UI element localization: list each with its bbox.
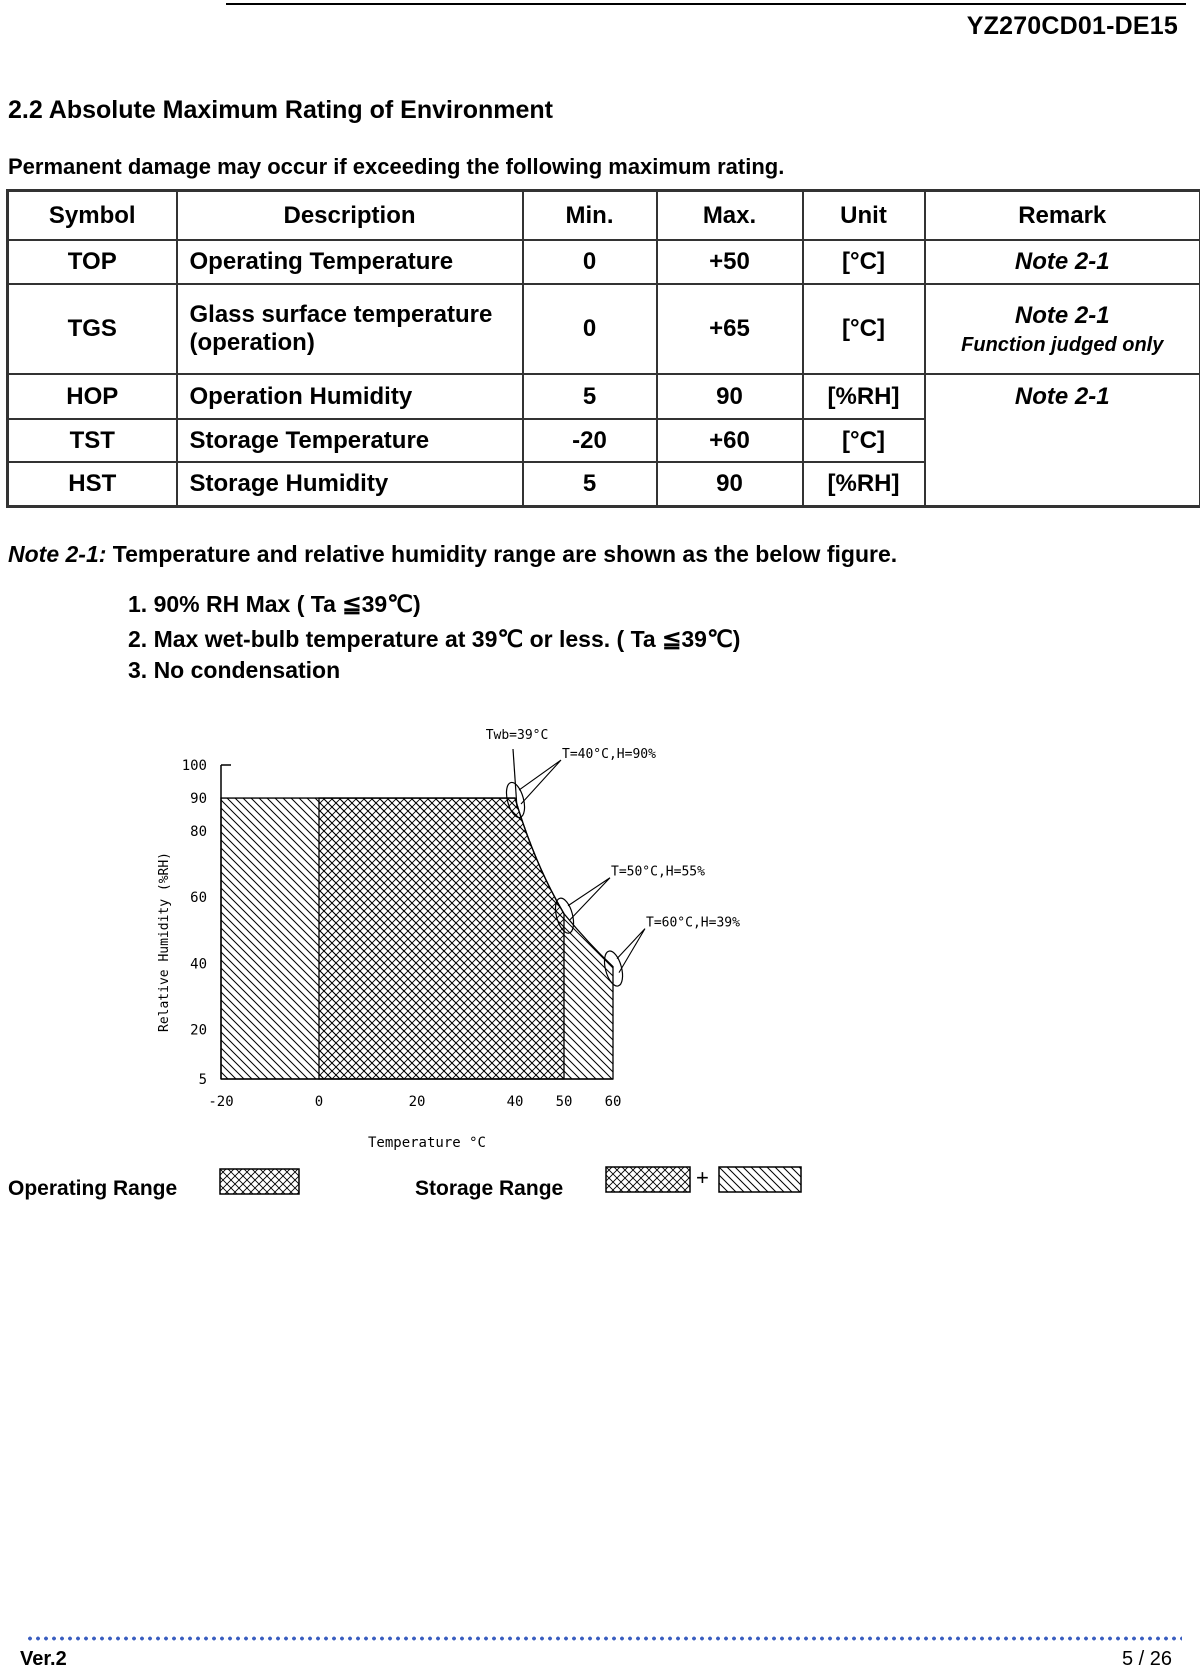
cell-max: +50 bbox=[657, 240, 803, 284]
humidity-temperature-chart bbox=[0, 715, 800, 1175]
cell-symbol: HST bbox=[8, 462, 177, 506]
cell-unit: [%RH] bbox=[803, 374, 925, 419]
remark-sub: Function judged only bbox=[961, 333, 1164, 356]
footer-version: Ver.2 bbox=[20, 1648, 67, 1670]
cell-unit: [%RH] bbox=[803, 462, 925, 506]
table-row bbox=[8, 240, 1200, 284]
cell-min: 5 bbox=[523, 374, 657, 419]
legend-operating-label: Operating Range bbox=[8, 1177, 178, 1200]
table-row bbox=[8, 374, 1200, 419]
y-axis-label: Relative Humidity (%RH) bbox=[157, 851, 172, 1033]
x-tick-label: 60 bbox=[604, 1094, 622, 1110]
col-max: Max. bbox=[657, 191, 803, 241]
cell-remark bbox=[925, 284, 1200, 374]
y-tick-label: 20 bbox=[190, 1022, 207, 1039]
cell-max: 90 bbox=[657, 374, 803, 419]
cell-min: 5 bbox=[523, 462, 657, 506]
annotation-label: T=50°C,H=55% bbox=[611, 864, 705, 880]
cell-symbol: HOP bbox=[8, 374, 177, 419]
header-rule bbox=[226, 3, 1186, 5]
cell-max: +60 bbox=[657, 419, 803, 462]
note-item: 1. 90% RH Max ( Ta ≦39℃) bbox=[128, 591, 421, 617]
cell-max: +65 bbox=[657, 284, 803, 374]
cell-symbol: TGS bbox=[8, 284, 177, 374]
cell-description: Glass surface temperature (operation) bbox=[177, 284, 523, 374]
legend-storage-label: Storage Range bbox=[415, 1177, 564, 1200]
footer-rule bbox=[26, 1636, 1182, 1641]
annotation-label: T=40°C,H=90% bbox=[562, 747, 656, 763]
operating-range-area bbox=[319, 798, 564, 1079]
table-row bbox=[8, 284, 1200, 374]
note-text: Temperature and relative humidity range are shown as the below figure. bbox=[106, 541, 898, 567]
annotation-leader bbox=[568, 878, 610, 920]
col-unit: Unit bbox=[803, 191, 925, 241]
col-min: Min. bbox=[523, 191, 657, 241]
cell-min: -20 bbox=[523, 419, 657, 462]
cell-unit: [°C] bbox=[803, 240, 925, 284]
cell-min: 0 bbox=[523, 240, 657, 284]
wet-bulb-label: Twb=39°C bbox=[485, 728, 549, 743]
legend-operating-swatch bbox=[219, 1168, 301, 1196]
x-tick-label: -20 bbox=[208, 1094, 234, 1110]
ratings-table bbox=[6, 189, 1200, 508]
note-label: Note 2-1: bbox=[8, 541, 107, 567]
y-tick-label: 60 bbox=[190, 890, 207, 907]
cell-symbol: TST bbox=[8, 419, 177, 462]
y-tick-label: 80 bbox=[190, 824, 207, 841]
x-axis-label: Temperature °C bbox=[367, 1135, 487, 1151]
col-symbol: Symbol bbox=[8, 191, 177, 241]
legend-storage-swatch-cross bbox=[605, 1166, 693, 1194]
section-title: 2.2 Absolute Maximum Rating of Environment bbox=[8, 96, 553, 124]
x-tick-label: 0 bbox=[314, 1094, 324, 1110]
note-item: 2. Max wet-bulb temperature at 39℃ or less. ( Ta ≦39℃) bbox=[128, 626, 741, 652]
document-id: YZ270CD01-DE15 bbox=[966, 12, 1178, 40]
col-description: Description bbox=[177, 191, 523, 241]
cell-symbol: TOP bbox=[8, 240, 177, 284]
cell-unit: [°C] bbox=[803, 419, 925, 462]
cell-remark: Note 2-1 bbox=[925, 240, 1200, 284]
cell-max: 90 bbox=[657, 462, 803, 506]
x-tick-label: 50 bbox=[555, 1094, 573, 1110]
col-remark: Remark bbox=[925, 191, 1200, 241]
legend-plus: + bbox=[696, 1165, 709, 1190]
annotation-label: T=60°C,H=39% bbox=[646, 915, 740, 931]
y-tick-label: 90 bbox=[190, 791, 207, 808]
cell-description: Storage Temperature bbox=[177, 419, 523, 462]
cell-description: Operating Temperature bbox=[177, 240, 523, 284]
note-paragraph bbox=[8, 541, 897, 568]
cell-description: Operation Humidity bbox=[177, 374, 523, 419]
cell-remark: Note 2-1 bbox=[925, 374, 1200, 506]
section-intro: Permanent damage may occur if exceeding the following maximum rating. bbox=[8, 154, 785, 179]
y-tick-label: 5 bbox=[198, 1072, 207, 1088]
annotation-leader bbox=[519, 760, 561, 804]
remark-note: Note 2-1 bbox=[1014, 301, 1110, 329]
cell-min: 0 bbox=[523, 284, 657, 374]
legend-storage-swatch-diag bbox=[718, 1166, 804, 1194]
y-tick-label: 40 bbox=[190, 956, 207, 973]
footer-page-number: 5 / 26 bbox=[1121, 1648, 1172, 1670]
y-tick-label: 100 bbox=[181, 758, 207, 774]
cell-unit: [°C] bbox=[803, 284, 925, 374]
x-tick-label: 40 bbox=[506, 1094, 524, 1110]
note-item: 3. No condensation bbox=[128, 657, 341, 683]
x-tick-label: 20 bbox=[408, 1094, 426, 1110]
cell-description: Storage Humidity bbox=[177, 462, 523, 506]
table-header-row bbox=[8, 191, 1200, 241]
